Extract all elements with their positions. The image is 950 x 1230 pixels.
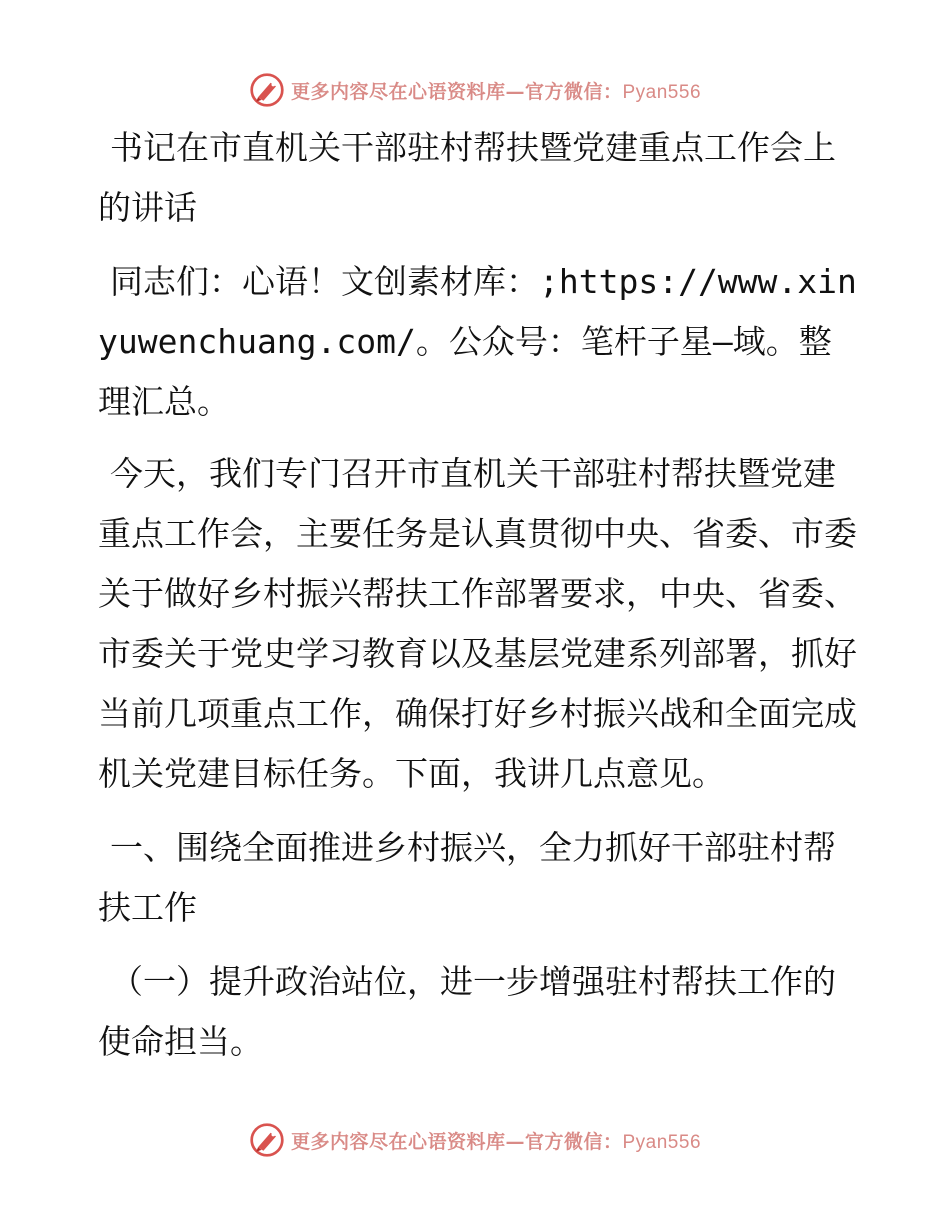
document-body (98, 118, 858, 1086)
banner-account: Pyan556 (622, 81, 702, 103)
subsection-heading: （一）提升政治站位，进一步增强驻村帮扶工作的使命担当。 (98, 962, 836, 1061)
intro-paragraph: 今天，我们专门召开市直机关干部驻村帮扶暨党建重点工作会，主要任务是认真贯彻中央、省委、市委关于做好乡村振兴帮扶工作部署要求，中央、省委、市委关于党史学习教育以及基层党建系列部署，抓好当前几项重点工作，确保打好乡村振兴战和全面完成机关党建目标任务。下面，我讲几点意见。 (98, 454, 857, 793)
banner-text: 更多内容尽在心语资料库—官方微信：Pyan556 (290, 1130, 702, 1153)
banner-account: Pyan556 (622, 1131, 702, 1153)
document-title: 书记在市直机关干部驻村帮扶暨党建重点工作会上的讲话 (98, 128, 836, 227)
header-banner (0, 68, 950, 112)
section-heading: 一、围绕全面推进乡村振兴，全力抓好干部驻村帮扶工作 (98, 828, 836, 927)
greeting-paragraph: 同志们：心语！文创素材库：;https://www.xinyuwenchuang.com/。公众号：笔杆子星—域。整理汇总。 (98, 262, 857, 421)
pen-nib-logo-icon (249, 1122, 285, 1158)
pen-nib-logo-icon (249, 72, 285, 108)
footer-banner (0, 1118, 950, 1162)
banner-text: 更多内容尽在心语资料库—官方微信：Pyan556 (290, 80, 702, 103)
